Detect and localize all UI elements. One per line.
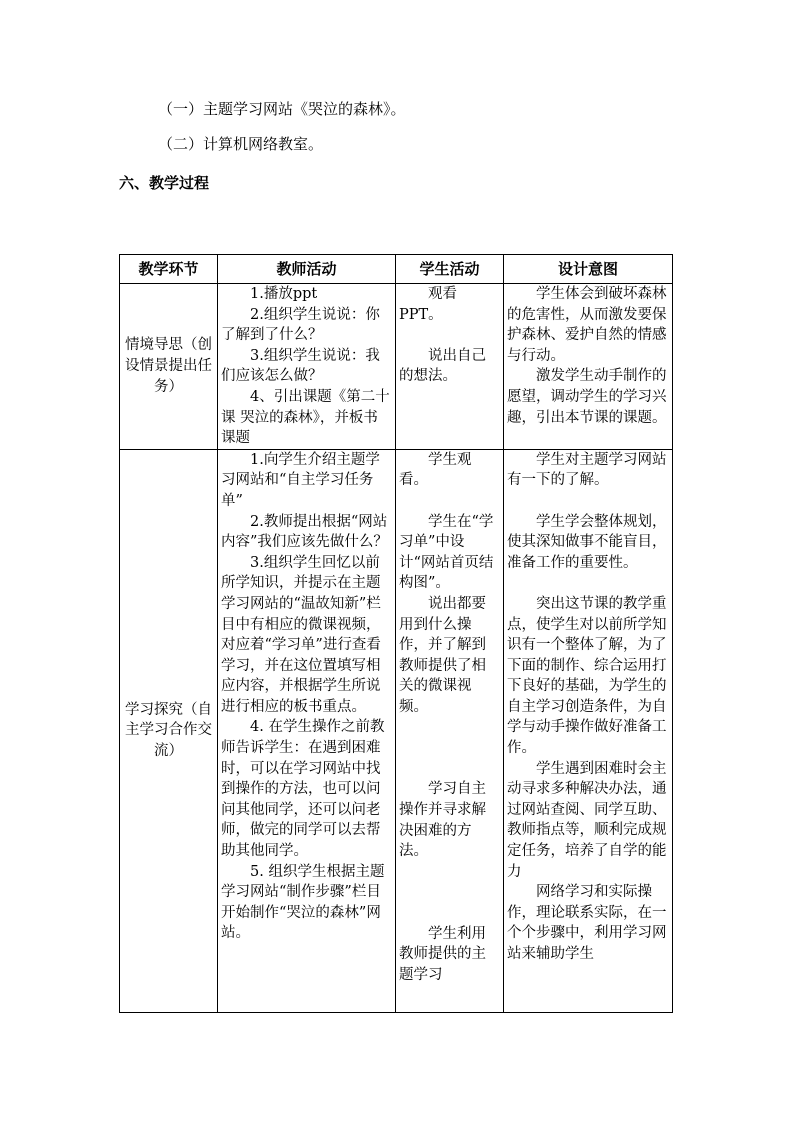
teacher-step: 1.播放ppt bbox=[250, 286, 318, 302]
student-activity: 学习自主操作并寻求解决困难的方法。 bbox=[399, 781, 486, 860]
teacher-step: 3.组织学生说说：我们应该怎么做？ bbox=[221, 347, 380, 385]
student-activity: 说出都要用到什么操作，并了解到教师提供了相关的微课视频。 bbox=[399, 595, 486, 715]
teacher-step: 3.组织学生回忆以前所学知识，并提示在主题学习网站的“温故知新”栏目中有相应的微课视频，对应着“学习单”进行查看学习，并在这位置填写相应内容，并根据学生所说进行相应的板书重点。 bbox=[221, 554, 381, 715]
stage-label: 情境导思（创设情景提出任务） bbox=[125, 337, 212, 395]
design-intent: 学生对主题学习网站有一下的了解。 bbox=[507, 451, 667, 489]
intent-cell bbox=[504, 284, 673, 450]
teaching-process-table bbox=[119, 254, 673, 1013]
teacher-step: 5. 组织学生根据主题学习网站“制作步骤”栏目开始制作“哭泣的森林”网站。 bbox=[221, 863, 385, 942]
header-stage: 教学环节 bbox=[120, 255, 218, 284]
student-cell bbox=[396, 449, 504, 1012]
student-activity: 学生在“学习单”中设计“网站首页结构图”。 bbox=[399, 513, 494, 592]
header-intent: 设计意图 bbox=[504, 255, 673, 284]
teacher-step: 1.向学生介绍主题学习网站和“自主学习任务单” bbox=[221, 451, 380, 509]
design-intent: 突出这节课的教学重点，使学生对以前所学知识有一个整体了解，为了下面的制作、综合运用打下良好的基础，为学生的自主学习创造条件，为自学与动手操作做好准备工作。 bbox=[507, 595, 667, 757]
teacher-cell bbox=[218, 449, 396, 1012]
design-intent: 激发学生动手制作的愿望，调动学生的学习兴趣，引出本节课的课题。 bbox=[507, 368, 667, 426]
header-teacher: 教师活动 bbox=[218, 255, 396, 284]
teacher-cell bbox=[218, 284, 396, 450]
design-intent: 学生体会到破坏森林的危害性，从而激发要保护森林、爱护自然的情感与行动。 bbox=[507, 286, 667, 364]
student-cell bbox=[396, 284, 504, 450]
materials-item-1: （一）主题学习网站《哭泣的森林》。 bbox=[158, 100, 406, 118]
teacher-step: 2.组织学生说说：你了解到了什么？ bbox=[221, 306, 380, 344]
student-activity: 学生利用教师提供的主题学习 bbox=[399, 925, 486, 984]
design-intent: 网络学习和实际操作，理论联系实际，在一个个步骤中，利用学习网站来辅助学生 bbox=[507, 884, 667, 962]
intent-cell bbox=[504, 449, 673, 1012]
teacher-step: 2.教师提出根据“网站内容”我们应该先做什么？ bbox=[221, 513, 388, 551]
section-heading: 六、教学过程 bbox=[119, 174, 210, 192]
design-intent: 学生学会整体规划，使其深知做事不能盲目，准备工作的重要性。 bbox=[507, 513, 667, 571]
student-activity: 说出自己的想法。 bbox=[399, 347, 486, 385]
table-row bbox=[120, 449, 673, 1012]
table-header-row bbox=[120, 255, 673, 284]
student-activity: 学生观看。 bbox=[399, 451, 472, 489]
table-row bbox=[120, 284, 673, 450]
stage-cell bbox=[120, 449, 218, 1012]
stage-label: 学习探究（自主学习合作交流） bbox=[125, 701, 212, 760]
header-student: 学生活动 bbox=[396, 255, 504, 284]
teacher-step: 4、引出课题《第二十课 哭泣的森林》，并板书课题 bbox=[221, 388, 390, 447]
teacher-step: 4. 在学生操作之前教师告诉学生：在遇到困难时，可以在学习网站中找到操作的方法，也可以问问其他同学，还可以问老师，做完的同学可以去帮助其他同学。 bbox=[221, 719, 385, 860]
design-intent: 学生遇到困难时会主动寻求多种解决办法，通过网站查阅、同学互助、教师指点等，顺利完成规定任务，培养了自学的能力 bbox=[507, 760, 667, 880]
student-activity: 观看PPT。 bbox=[399, 286, 457, 323]
stage-cell bbox=[120, 284, 218, 450]
materials-item-2: （二）计算机网络教室。 bbox=[158, 135, 324, 153]
